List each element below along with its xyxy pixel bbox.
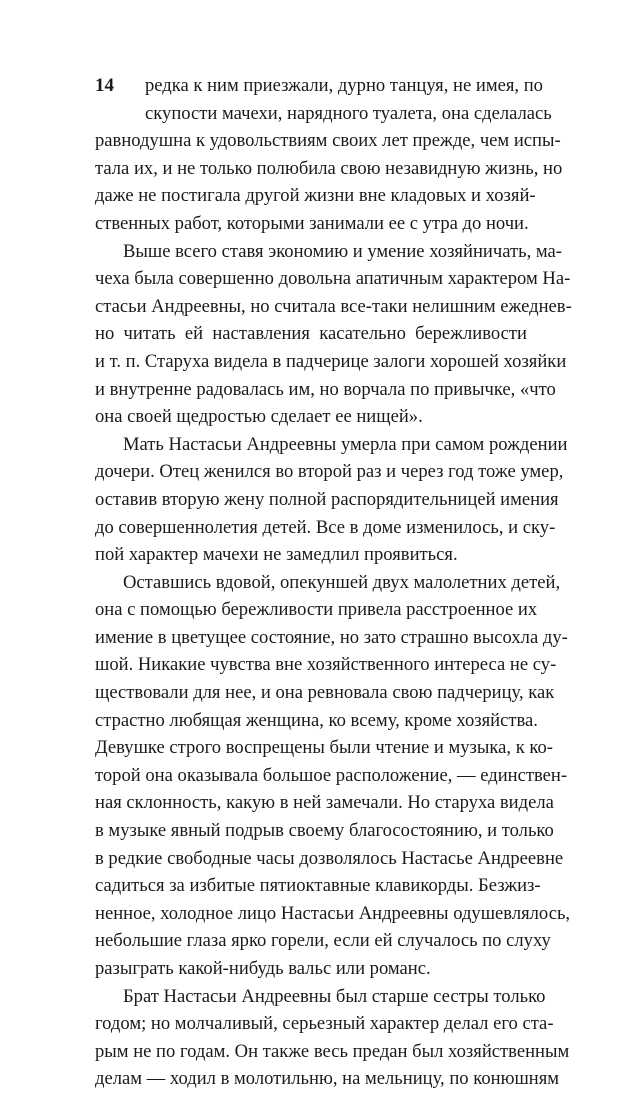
text-line: в музыке явный подрыв своему благосостоянию, и только	[95, 820, 554, 842]
text-line: но читать ей наставления касательно бережливости	[95, 323, 527, 345]
text-line: дочери. Отец женился во второй раз и через год тоже умер,	[95, 461, 564, 483]
text-line: Мать Настасьи Андреевны умерла при самом рождении	[123, 433, 568, 455]
text-line: и внутренне радовалась им, но ворчала по привычке, «что	[95, 378, 556, 400]
text-line: и т. п. Старуха видела в падчерице залоги хорошей хозяйки	[95, 350, 567, 372]
text-line: садиться за избитые пятиоктавные клавикорды. Безжиз-	[95, 875, 541, 897]
text-line: чеха была совершенно довольна апатичным характером На-	[95, 268, 571, 290]
text-line: страстно любящая женщина, ко всему, кроме хозяйства.	[95, 709, 538, 731]
text-line: редка к ним приезжали, дурно танцуя, не имея, по	[145, 75, 543, 96]
text-line: она своей щедростью сделает ее нищей».	[95, 406, 423, 428]
text-line: делам — ходил в молотильню, на мельницу, по конюшням	[95, 1068, 560, 1090]
text-line: в редкие свободные часы дозволялось Настасье Андреевне	[95, 847, 564, 869]
text-line: тала их, и не только полюбила свою незавидную жизнь, но	[95, 157, 563, 179]
paragraph	[95, 983, 570, 1093]
text-line: она с помощью бережливости привела расстроенное их	[95, 599, 538, 621]
book-page	[95, 72, 572, 1093]
paragraph	[95, 431, 568, 569]
text-line: Оставшись вдовой, опекуншей двух малолетних детей,	[123, 571, 561, 593]
text-line: даже не постигала другой жизни вне кладовых и хозяй-	[95, 185, 536, 207]
text-line: ществовали для нее, и она ревновала свою падчерицу, как	[95, 682, 555, 704]
text-line: оставив вторую жену полной распорядительницей имения	[95, 488, 559, 510]
text-line: ственных работ, которыми занимали ее с утра до ночи.	[95, 212, 529, 234]
text-line: разыграть какой-нибудь вальс или романс.	[95, 958, 431, 979]
text-line: ная склонность, какую в ней замечали. Но старуха видела	[95, 792, 554, 814]
text-line: Девушке строго воспрещены были чтение и музыка, к ко-	[95, 737, 553, 759]
paragraph	[95, 72, 563, 238]
page-text	[95, 72, 572, 1093]
text-line: торой она оказывала большое расположение, — единствен-	[95, 764, 568, 786]
text-line: скупости мачехи, нарядного туалета, она сделалась	[145, 102, 552, 124]
text-line: имение в цветущее состояние, но зато страшно высохла ду-	[95, 626, 568, 648]
text-line: Брат Настасьи Андреевны был старше сестры только	[123, 985, 546, 1007]
text-line: пой характер мачехи не замедлил проявиться.	[95, 544, 458, 566]
text-line: шой. Никакие чувства вне хозяйственного интереса не су-	[95, 654, 557, 676]
text-line: небольшие глаза ярко горели, если ей случалось по слуху	[95, 930, 551, 952]
paragraph	[95, 569, 571, 983]
text-line: до совершеннолетия детей. Все в доме изменилось, и ску-	[95, 516, 556, 538]
text-line: рым не по годам. Он также весь предан был хозяйственным	[95, 1040, 570, 1062]
text-line: равнодушна к удовольствиям своих лет прежде, чем испы-	[95, 130, 561, 152]
text-line: стасьи Андреевны, но считала все-таки нелишним ежеднев-	[95, 295, 572, 317]
text-line: ненное, холодное лицо Настасьи Андреевны одушевлялось,	[95, 902, 571, 924]
paragraph	[95, 238, 572, 431]
page-number: 14	[95, 75, 114, 96]
text-line: Выше всего ставя экономию и умение хозяйничать, ма-	[123, 240, 562, 262]
text-line: годом; но молчаливый, серьезный характер делал его ста-	[95, 1013, 554, 1035]
